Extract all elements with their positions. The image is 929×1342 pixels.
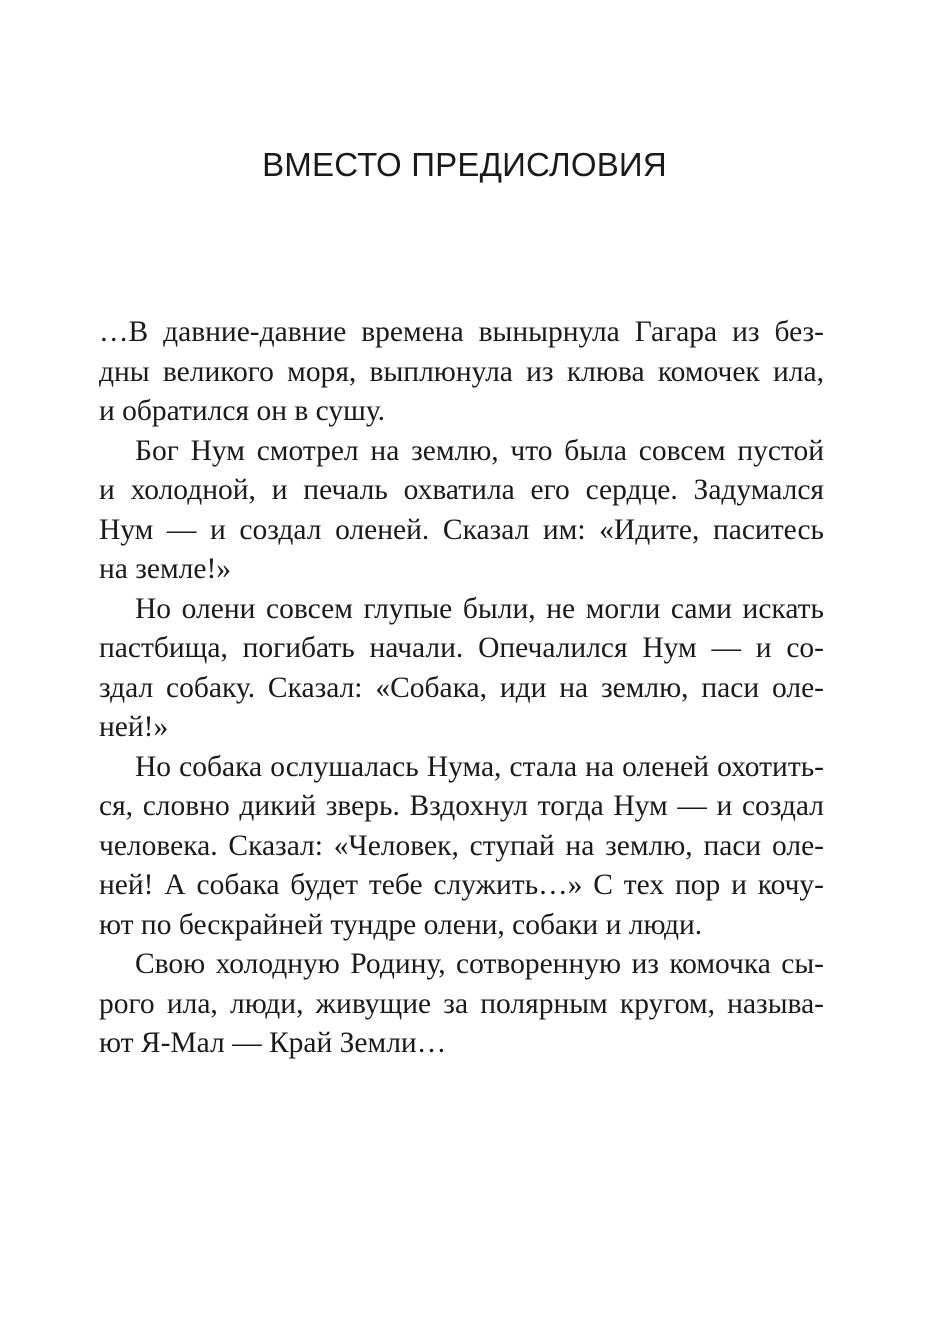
text-line: ней! А собака будет тебе служить…» С тех пор и кочу-: [99, 869, 824, 901]
paragraph: [99, 590, 824, 748]
text-line: ней!»: [99, 711, 169, 743]
text-line: дны великого моря, выплюнула из клюва комочек ила,: [99, 355, 824, 388]
text-line: Бог Нум смотрел на землю, что была совсем пустой: [135, 434, 824, 467]
text-line: …В давние-давние времена вынырнула Гагара из без-: [99, 316, 824, 348]
body-text: [99, 313, 824, 1064]
text-line: Но олени совсем глупые были, не могли сами искать: [135, 592, 824, 625]
paragraph: [99, 313, 824, 432]
text-line: Но собака ослушалась Нума, стала на оленей охотить-: [135, 750, 824, 783]
text-line: ся, словно дикий зверь. Вздохнул тогда Нум — и создал: [99, 790, 824, 822]
text-line: ют Я-Мал — Край Земли…: [99, 1027, 447, 1059]
text-line: Нум — и создал оленей. Сказал им: «Идите, паситесь: [99, 513, 824, 546]
paragraph: [99, 432, 824, 590]
text-line: пастбища, погибать начали. Опечалился Нум — и со-: [99, 632, 824, 664]
text-line: рого ила, люди, живущие за полярным кругом, называ-: [99, 987, 824, 1020]
text-line: ют по бескрайней тундре олени, собаки и люди.: [99, 908, 703, 941]
text-line: и холодной, и печаль охватила его сердце. Задумался: [99, 474, 824, 506]
text-line: человека. Сказал: «Человек, ступай на землю, паси оле-: [99, 829, 824, 862]
paragraph: [99, 945, 824, 1064]
paragraph: [99, 748, 824, 946]
text-line: Свою холодную Родину, сотворенную из комочка сы-: [135, 948, 824, 980]
text-line: и обратился он в сушу.: [99, 395, 385, 427]
chapter-title: ВМЕСТО ПРЕДИСЛОВИЯ: [262, 146, 667, 183]
text-line: на земле!»: [99, 553, 232, 585]
text-line: здал собаку. Сказал: «Собака, иди на землю, паси оле-: [99, 671, 824, 704]
